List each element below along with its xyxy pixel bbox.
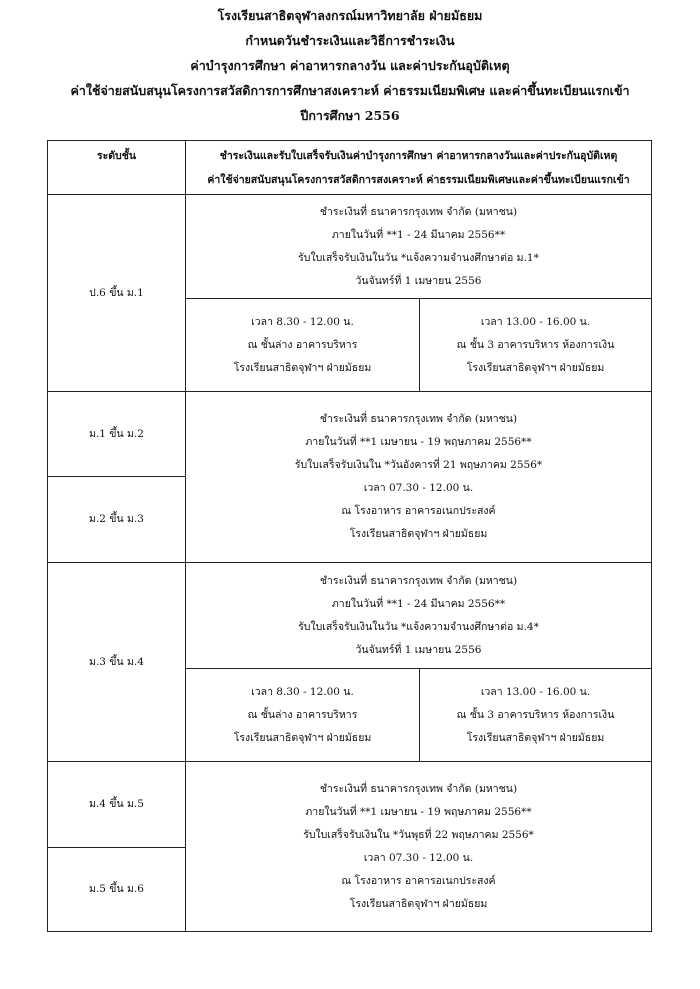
level-text: ม.3 ขึ้น ม.4 [89, 655, 144, 668]
within-date-text: ภายในวันที่ **1 เมษายน - 19 พฤษภาคม 2556** [305, 805, 532, 818]
header-line-4: ค่าใช้จ่ายสนับสนุนโครงการสวัสดิการการศึกษาสงเคราะห์ ค่าธรรมเนียมพิเศษ และค่าขึ้นทะเบียนแรกเข้า [70, 83, 630, 98]
time-text: เวลา 07.30 - 12.00 น. [363, 482, 474, 494]
time-text: เวลา 13.00 - 16.00 น. [480, 315, 591, 328]
within-date-text: ภายในวันที่ **1 - 24 มีนาคม 2556** [331, 597, 506, 610]
header-line-1: โรงเรียนสาธิตจุฬาลงกรณ์มหาวิทยาลัย ฝ่ายมัธยม [217, 8, 483, 23]
bank-text: ชำระเงินที่ ธนาคารกรุงเทพ จำกัด (มหาชน) [319, 413, 518, 425]
section1-morning-slot [186, 299, 419, 391]
section3-morning-slot [186, 669, 419, 761]
section1-bank-info [186, 195, 651, 298]
column-header-level-text: ระดับชั้น [96, 150, 137, 162]
section1-afternoon-slot [420, 299, 651, 391]
header-line-2: กำหนดวันชำระเงินและวิธีการชำระเงิน [245, 33, 455, 48]
time-text: เวลา 8.30 - 12.00 น. [251, 685, 354, 698]
level-cell-m3-m4 [48, 563, 185, 761]
receipt-day-text: วันจันทร์ที่ 1 เมษายน 2556 [355, 274, 482, 287]
receipt-text: รับใบเสร็จรับเงินใน *วันอังคารที่ 21 พฤษภาคม 2556* [294, 459, 543, 471]
level-text: ม.1 ขึ้น ม.2 [89, 427, 144, 440]
school-text: โรงเรียนสาธิตจุฬาฯ ฝ่ายมัธยม [233, 361, 372, 374]
section3-bank-info [186, 563, 651, 668]
column-header-payment-line2: ค่าใช้จ่ายสนับสนุนโครงการสวัสดิการสงเคราะห์ ค่าธรรมเนียมพิเศษและค่าขึ้นทะเบียนแรกเข้า [207, 173, 630, 186]
bank-text: ชำระเงินที่ ธนาคารกรุงเทพ จำกัด (มหาชน) [319, 574, 518, 587]
level-text: ป.6 ขึ้น ม.1 [89, 286, 144, 299]
receipt-day-text: วันจันทร์ที่ 1 เมษายน 2556 [355, 643, 482, 656]
place-text: ณ โรงอาหาร อาคารอเนกประสงค์ [341, 874, 496, 887]
receipt-text: รับใบเสร็จรับเงินในวัน *แจ้งความจำนงศึกษาต่อ ม.4* [298, 620, 539, 633]
receipt-text: รับใบเสร็จรับเงินในวัน *แจ้งความจำนงศึกษาต่อ ม.1* [298, 251, 539, 264]
place-text: ณ ชั้นล่าง อาคารบริหาร [247, 708, 358, 721]
school-text: โรงเรียนสาธิตจุฬาฯ ฝ่ายมัธยม [466, 731, 605, 744]
bank-text: ชำระเงินที่ ธนาคารกรุงเทพ จำกัด (มหาชน) [319, 782, 518, 795]
school-text: โรงเรียนสาธิตจุฬาฯ ฝ่ายมัธยม [349, 528, 488, 540]
time-text: เวลา 8.30 - 12.00 น. [251, 315, 354, 328]
place-text: ณ ชั้นล่าง อาคารบริหาร [247, 338, 358, 351]
within-date-text: ภายในวันที่ **1 - 24 มีนาคม 2556** [331, 228, 506, 241]
section2-payment-info [186, 392, 651, 562]
level-text: ม.5 ขึ้น ม.6 [89, 883, 144, 895]
within-date-text: ภายในวันที่ **1 เมษายน - 19 พฤษภาคม 2556** [305, 436, 532, 448]
level-cell-p6-m1 [48, 195, 185, 391]
school-text: โรงเรียนสาธิตจุฬาฯ ฝ่ายมัธยม [233, 731, 372, 744]
level-text: ม.2 ขึ้น ม.3 [89, 513, 144, 525]
bank-text: ชำระเงินที่ ธนาคารกรุงเทพ จำกัด (มหาชน) [319, 205, 518, 218]
place-text: ณ ชั้น 3 อาคารบริหาร ห้องการเงิน [456, 708, 615, 721]
school-text: โรงเรียนสาธิตจุฬาฯ ฝ่ายมัธยม [466, 361, 605, 374]
column-header-level [48, 141, 185, 194]
level-cell-m4-m5 [48, 762, 185, 847]
header-line-3: ค่าบำรุงการศึกษา ค่าอาหารกลางวัน และค่าประกันอุบัติเหตุ [190, 58, 510, 73]
header-line-5: ปีการศึกษา 2556 [300, 108, 400, 123]
school-text: โรงเรียนสาธิตจุฬาฯ ฝ่ายมัธยม [349, 897, 488, 910]
level-text: ม.4 ขึ้น ม.5 [89, 798, 144, 810]
column-header-payment-line1: ชำระเงินและรับใบเสร็จรับเงินค่าบำรุงการศึกษา ค่าอาหารกลางวันและค่าประกันอุบัติเหตุ [219, 149, 618, 162]
level-cell-m1-m2 [48, 392, 185, 476]
section3-afternoon-slot [420, 669, 651, 761]
level-cell-m2-m3 [48, 477, 185, 562]
place-text: ณ ชั้น 3 อาคารบริหาร ห้องการเงิน [456, 338, 615, 351]
receipt-text: รับใบเสร็จรับเงินใน *วันพุธที่ 22 พฤษภาคม 2556* [303, 828, 534, 841]
time-text: เวลา 13.00 - 16.00 น. [480, 685, 591, 698]
section4-payment-info [186, 762, 651, 931]
place-text: ณ โรงอาหาร อาคารอเนกประสงค์ [341, 505, 496, 517]
payment-schedule-table [47, 140, 652, 932]
time-text: เวลา 07.30 - 12.00 น. [363, 851, 474, 864]
column-header-payment [186, 141, 651, 194]
level-cell-m5-m6 [48, 848, 185, 931]
